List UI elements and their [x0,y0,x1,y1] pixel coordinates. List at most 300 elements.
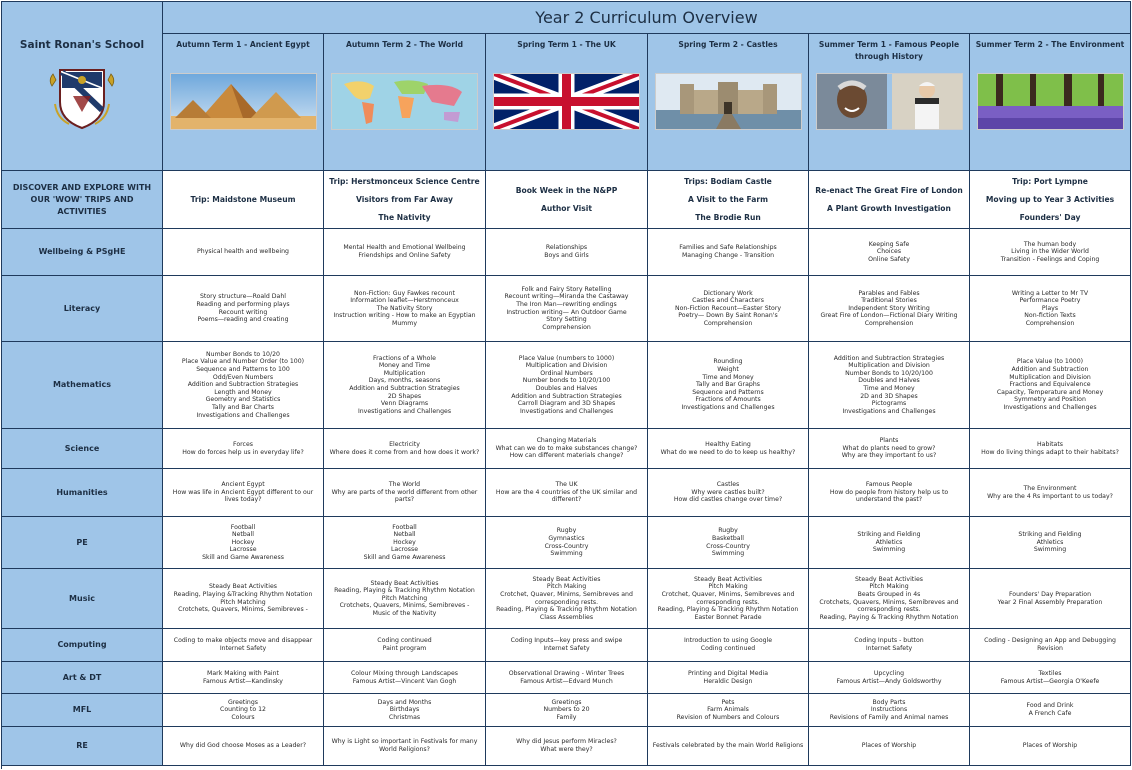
cell-line: Parables and Fables [858,289,920,297]
cell-line: Body Parts [872,698,906,706]
cell-line: Odd/Even Numbers [212,373,274,381]
cell-line: Observational Drawing - Winter Trees [508,669,625,677]
cell-line: Athletics [1036,538,1064,546]
cell-line: Gymnastics [548,534,585,542]
cell-line: The Environment [1023,484,1077,492]
cell-line: Recount writing [218,308,268,316]
curriculum-cell [809,727,970,766]
cell-line: Non-fiction Texts [1024,312,1076,320]
cell-line: Revision of Numbers and Colours [676,713,780,721]
cell-line: Steady Beat Activities [370,579,439,587]
cell-line: The Iron Man—rewriting endings [516,300,617,308]
cell-line: Crotchets, Quavers, Minims, Semibreves and corresponding rests. [819,598,959,614]
cell-line: Castles [716,481,740,489]
cell-line: What can we do to make substances change? [495,444,638,452]
cell-line: Friendships and Online Safety [358,252,451,259]
cell-line: 2D and 3D Shapes [860,392,918,400]
cell-line: Beats Grouped in 4s [857,590,921,598]
cell-line: Symmetry and Position [1014,396,1086,404]
curriculum-cell [324,629,486,662]
cell-line: Why are the 4 Rs important to us today? [987,492,1113,500]
cell-line: Doubles and Halves [535,385,598,392]
cell-line: Greetings [227,698,259,706]
curriculum-cell [324,727,486,766]
cell-line: Fractions and Equivalence [1009,381,1091,389]
curriculum-cell [970,727,1131,766]
curriculum-cell [163,662,324,694]
cell-line: Sequence and Patterns [692,388,764,396]
cell-line: Coding continued [377,637,432,645]
cell-line: Habitats [1037,440,1063,448]
pyramids-icon [170,73,317,130]
cell-line: Steady Beat Activities [855,575,923,583]
bluebell-wood-icon [977,73,1124,130]
cell-line: Comprehension [542,323,591,331]
cell-line: Story structure—Roald Dahl [200,293,286,301]
cell-line: Number Bonds to 10/20/100 [845,369,933,377]
curriculum-cell [486,662,648,694]
cell-line: Famous People [865,481,913,489]
curriculum-cell [486,517,648,569]
cell-line: Choices [876,248,902,256]
cell-line: The Nativity Story [376,304,433,312]
cell-line: Venn Diagrams [380,400,429,408]
cell-line: Cross-Country [544,542,589,550]
curriculum-cell [970,517,1131,569]
cell-line: Investigations and Challenges [1003,403,1097,411]
trip-cell [163,171,324,229]
cell-line: Non-Fiction Recount—Easter Story [674,304,782,312]
trip-line: The Brodie Run [695,212,761,222]
cell-line: Keeping Safe [868,240,910,248]
cell-line: Class Assemblies [539,613,594,621]
subject-label-cell [2,429,163,469]
cell-line: Sequence and Patterns to 100 [196,366,290,374]
castle-icon [655,73,802,130]
cell-line: How can different materials change? [509,452,624,460]
cell-line: Rugby [556,527,577,535]
subject-label: Computing [57,640,107,649]
subject-label: Literacy [63,303,101,313]
curriculum-cell [324,469,486,517]
cell-line: Investigations and Challenges [519,407,614,415]
cell-line: Reading and performing plays [196,300,290,308]
trip-line: A Plant Growth Investigation [827,203,951,213]
curriculum-cell [163,469,324,517]
term-name: Spring Term 2 - Castles [678,40,778,49]
curriculum-cell [970,569,1131,629]
cell-line: Multiplication and Division [525,362,608,370]
cell-line: Time and Money [702,373,754,381]
cell-line: Living in the Wider World [1011,248,1089,256]
cell-line: Colour Mixing through Landscapes [350,669,459,677]
cell-line: Striking and Fielding [857,531,921,539]
curriculum-cell [809,569,970,629]
curriculum-cell [648,342,809,429]
trip-line: Founders' Day [1019,212,1081,222]
cell-line: Non-Fiction: Guy Fawkes recount [354,289,455,297]
curriculum-cell [486,469,648,517]
school-crest-icon [47,66,117,132]
cell-line: How do living things adapt to their habitats? [981,448,1119,456]
trip-line: Trip: Port Lympne [1012,176,1088,186]
cell-line: Mental Health and Emotional Wellbeing [343,244,466,252]
cell-line: Forces [233,440,253,448]
trip-line: Book Week in the N&PP [515,185,618,195]
cell-line: Revisions of Family and Animal names [829,713,949,721]
curriculum-cell [809,629,970,662]
cell-line: 2D Shapes [387,392,422,400]
cell-line: Swimming [872,546,906,554]
cell-line: Poetry— Down By Saint Ronan's [678,312,778,320]
cell-line: Reading, Playing & Tracking Rhythm Notation [657,606,799,614]
cell-line: Investigations and Challenges [196,411,290,419]
cell-line: Where does it come from and how does it work? [329,448,480,456]
cell-line: Food and Drink [1026,702,1074,710]
cell-line: Investigations and Challenges [681,403,775,411]
curriculum-cell [324,429,486,469]
cell-line: Reading, Playing &Tracking Rhythm Notation [173,590,313,598]
cell-line: How did castles change over time? [673,496,783,504]
curriculum-cell [648,662,809,694]
cell-line: Investigations and Challenges [357,407,452,415]
trip-line: Trips: Bodiam Castle [684,176,772,186]
cell-line: Striking and Fielding [1018,531,1082,539]
cell-line: Comprehension [703,319,753,327]
cell-line: What do plants need to grow? [842,444,936,452]
cell-line: Skill and Game Awareness [363,553,446,561]
cell-line: Internet Safety [865,645,913,652]
cell-line: Printing and Digital Media [688,669,768,677]
cell-line: Physical health and wellbeing [197,248,289,256]
cell-line: Weight [717,366,739,374]
cell-line: Farm Animals [707,706,749,714]
cell-line: Addition and Subtraction Strategies [349,385,460,392]
cell-line: Crotchet, Quaver, Minims, Semibreves and corresponding rests. [661,590,795,606]
term-header [970,34,1131,171]
cell-line: Steady Beat Activities [532,575,601,583]
trip-line: Visitors from Far Away [355,194,454,204]
curriculum-cell [324,662,486,694]
cell-line: What do we need to do to keep us healthy? [660,448,796,456]
cell-line: Carroll Diagram and 3D Shapes [517,400,616,408]
cell-line: Places of Worship [1022,742,1078,750]
subject-label-cell [2,662,163,694]
discover-label-cell [2,171,163,229]
cell-line: Coding to make objects move and disappear [173,637,313,645]
cell-line: Transition - Feelings and Coping [1000,255,1100,263]
cell-line: Writing a Letter to Mr TV [1011,289,1089,297]
trip-line: Re-enact The Great Fire of London [815,185,963,195]
cell-line: Famous Artist—Kandinsky [203,677,283,685]
cell-line: How was life in Ancient Egypt different to our lives today? [172,488,314,504]
cell-line: Famous Artist—Georgia O'Keefe [1000,677,1100,685]
curriculum-cell [970,662,1131,694]
cell-line: Managing Change - Transition [681,252,775,259]
cell-line: Swimming [711,550,745,558]
curriculum-cell [486,569,648,629]
cell-line: Time and Money [863,385,915,392]
discover-label: DISCOVER AND EXPLORE WITH OUR 'WOW' TRIPS AND ACTIVITIES [12,182,152,216]
cell-line: Football [230,523,256,531]
curriculum-cell [809,429,970,469]
term-name: Summer Term 1 - Famous People through History [818,40,960,61]
subject-label-cell [2,276,163,342]
curriculum-cell [970,276,1131,342]
cell-line: Electricity [389,440,420,448]
cell-line: Story Setting [546,316,587,324]
cell-line: What were they? [540,746,593,753]
trip-line: Trip: Maidstone Museum [190,194,296,204]
cell-line: Information leaflet—Herstmonceux [350,297,459,305]
subject-label-cell [2,469,163,517]
cell-line: Easter Bonnet Parade [694,613,762,621]
cell-line: Coding continued [700,645,756,652]
cell-line: Performance Poetry [1019,297,1081,305]
cell-line: Counting to 12 [220,706,266,714]
cell-line: Ancient Egypt [221,481,265,489]
cell-line: Addition and Subtraction Strategies [833,354,945,362]
cell-line: Days and Months [377,698,432,706]
cell-line: Colours [231,713,255,721]
curriculum-cell [809,517,970,569]
cell-line: Heraldic Design [703,677,753,685]
subject-label: Humanities [56,487,108,497]
cell-line: Lacrosse [390,546,419,554]
cell-line: Founders' Day Preparation [1008,590,1092,598]
cell-line: Independent Story Writing [848,304,930,312]
cell-line: Christmas [388,713,421,721]
curriculum-cell [163,342,324,429]
cell-line: Why are they important to us? [841,452,937,460]
cell-line: Why is Light so important in Festivals for many World Religions? [331,738,478,753]
curriculum-cell [324,229,486,276]
trip-line: Trip: Herstmonceux Science Centre [329,176,480,186]
cell-line: Why did God choose Moses as a Leader? [179,742,307,750]
term-header [809,34,970,171]
page-title: Year 2 Curriculum Overview [163,2,1131,34]
cell-line: Skill and Game Awareness [202,553,284,561]
cell-line: Music of the Nativity [372,609,437,617]
cell-line: Changing Materials [536,437,597,445]
cell-line: Online Safety [868,255,910,263]
subject-label: Music [69,593,95,603]
curriculum-cell [486,694,648,727]
cell-line: Reading, Paying & Tracking Rhythm Notation [819,613,959,621]
cell-line: Year 2 Final Assembly Preparation [997,598,1103,606]
cell-line: Capacity, Temperature and Money [996,388,1104,396]
cell-line: Revision [1037,645,1063,652]
curriculum-cell [163,694,324,727]
cell-line: How do forces help us in everyday life? [182,448,304,456]
cell-line: Traditional Stories [861,297,917,305]
curriculum-cell [486,229,648,276]
term-name: Autumn Term 2 - The World [345,40,464,49]
cell-line: Famous Artist—Andy Goldsworthy [836,677,942,685]
trip-cell [809,171,970,229]
subject-label-cell [2,629,163,662]
curriculum-cell [324,276,486,342]
term-header [648,34,809,171]
cell-line: Famous Artist—Edvard Munch [520,677,613,685]
cell-line: Why are parts of the world different from other parts? [331,488,478,504]
curriculum-cell [486,276,648,342]
cell-line: Internet Safety [543,645,590,652]
cell-line: Famous Artist—Vincent Van Gogh [352,677,457,685]
curriculum-cell [648,727,809,766]
curriculum-cell [324,569,486,629]
cell-line: Rugby [718,527,738,535]
cell-line: Pitch Making [869,583,909,591]
cell-line: Pitch Making [708,583,748,591]
cell-line: Numbers to 20 [543,706,590,714]
curriculum-cell [163,276,324,342]
cell-line: Basketball [711,534,744,542]
curriculum-cell [163,727,324,766]
subject-label-cell [2,229,163,276]
subject-label-cell [2,569,163,629]
cell-line: Why did Jesus perform Miracles? [516,738,617,746]
cell-line: Money and Time [378,362,431,370]
cell-line: How are the 4 countries of the UK similar and different? [495,488,638,504]
cell-line: Coding Inputs—key press and swipe [510,637,623,645]
cell-line: Plants [879,437,899,445]
cell-line: Healthy Eating [705,440,751,448]
cell-line: Tally and Bar Graphs [696,381,760,389]
cell-line: Folk and Fairy Story Retelling [521,285,612,293]
cell-line: Comprehension [1025,319,1075,327]
cell-line: Comprehension [864,319,914,327]
cell-line: Place Value (to 1000) [1016,358,1084,366]
cell-line: Football [392,523,417,531]
curriculum-cell [970,342,1131,429]
cell-line: Dictionary Work [703,289,753,297]
trip-line: Moving up to Year 3 Activities [985,194,1115,204]
cell-line: Internet Safety [219,645,267,652]
cell-line: Addition and Subtraction Strategies [511,392,622,400]
cell-line: Coding Inputs - button [854,637,924,645]
curriculum-cell [809,469,970,517]
cell-line: Steady Beat Activities [209,583,277,591]
cell-line: Crotchet, Quaver, Minims, Semibreves and corresponding rests. [500,590,633,606]
trip-line: A Visit to the Farm [687,194,769,204]
cell-line: Place Value (numbers to 1000) [518,354,615,362]
cell-line: The UK [555,481,578,489]
curriculum-cell [970,629,1131,662]
cell-line: Athletics [875,538,903,546]
curriculum-cell [486,342,648,429]
curriculum-cell [486,629,648,662]
cell-line: Plays [1041,304,1059,312]
trip-cell [648,171,809,229]
cell-line: Length and Money [214,388,272,396]
cell-line: The World [388,481,421,489]
cell-line: Festivals celebrated by the main World Religions [652,742,804,750]
subject-label-cell [2,517,163,569]
cell-line: Addition and Subtraction Strategies [187,381,299,389]
cell-line: Netball [393,531,416,539]
curriculum-cell [648,569,809,629]
cell-line: Swimming [1033,546,1067,554]
cell-line: Ordinal Numbers [540,369,593,377]
cell-line: Introduction to using Google [683,637,773,645]
cell-line: Rounding [713,358,743,366]
cell-line: Reading, Playing & Tracking Rhythm Notation [496,606,637,614]
curriculum-cell [809,694,970,727]
cell-line: Hockey [393,538,416,546]
cell-line: Recount writing—Miranda the Castaway [504,293,629,301]
curriculum-cell [970,429,1131,469]
curriculum-cell [809,229,970,276]
curriculum-cell [648,276,809,342]
curriculum-cell [648,429,809,469]
cell-line: Pitch Matching [220,598,266,606]
cell-line: Castles and Characters [692,297,764,305]
curriculum-cell [163,229,324,276]
curriculum-cell [486,429,648,469]
curriculum-cell [324,517,486,569]
cell-line: Upcycling [873,669,905,677]
world-map-icon [331,73,478,130]
term-header [486,34,648,171]
cell-line: Paint program [382,645,427,652]
subject-label: Science [64,443,100,453]
school-name: Saint Ronan's School [19,39,145,51]
cell-line: Doubles and Halves [858,377,920,385]
cell-line: Cross-Country [706,542,750,550]
cell-line: Steady Beat Activities [694,575,762,583]
cell-line: Instruction writing - How to make an Egyptian Mummy [333,312,476,327]
cell-line: Textiles [1038,669,1062,677]
cell-line: Multiplication and Division [1009,373,1091,381]
curriculum-grid [1,1,1131,769]
cell-line: Pitch Making [546,583,587,591]
curriculum-cell [324,342,486,429]
term-name: Autumn Term 1 - Ancient Egypt [176,40,310,49]
cell-line: Tally and Bar Charts [212,403,274,411]
cell-line: Fractions of Amounts [695,396,761,404]
curriculum-cell [324,694,486,727]
cell-line: Number bonds to 10/20/100 [522,377,611,385]
cell-line: Addition and Subtraction [1011,366,1089,374]
cell-line: Instructions [870,706,908,714]
trip-cell [486,171,648,229]
cell-line: Boys and Girls [544,252,589,259]
cell-line: Poems—reading and creating [197,316,289,324]
cell-line: A French Cafe [1028,710,1072,717]
curriculum-cell [809,662,970,694]
cell-line: Pictograms [871,400,907,408]
school-cell [2,2,163,171]
cell-line: Swimming [550,550,583,558]
cell-line: Pets [721,698,735,706]
curriculum-cell [163,629,324,662]
cell-line: Days, months, seasons [368,377,441,385]
curriculum-cell [809,342,970,429]
curriculum-cell [648,469,809,517]
cell-line: Families and Safe Relationships [679,244,777,252]
cell-line: Hockey [231,538,255,546]
subject-label: Art & DT [62,672,102,682]
union-flag-icon [493,73,640,130]
cell-line: Place Value and Number Order (to 100) [181,358,305,366]
cell-line: Great Fire of London—Fictional Diary Writing [820,312,958,320]
term-header [163,34,324,171]
term-name: Spring Term 1 - The UK [517,40,616,49]
cell-line: Instruction writing— An Outdoor Game [506,308,627,316]
cell-line: Multiplication [383,369,426,377]
curriculum-cell [163,569,324,629]
